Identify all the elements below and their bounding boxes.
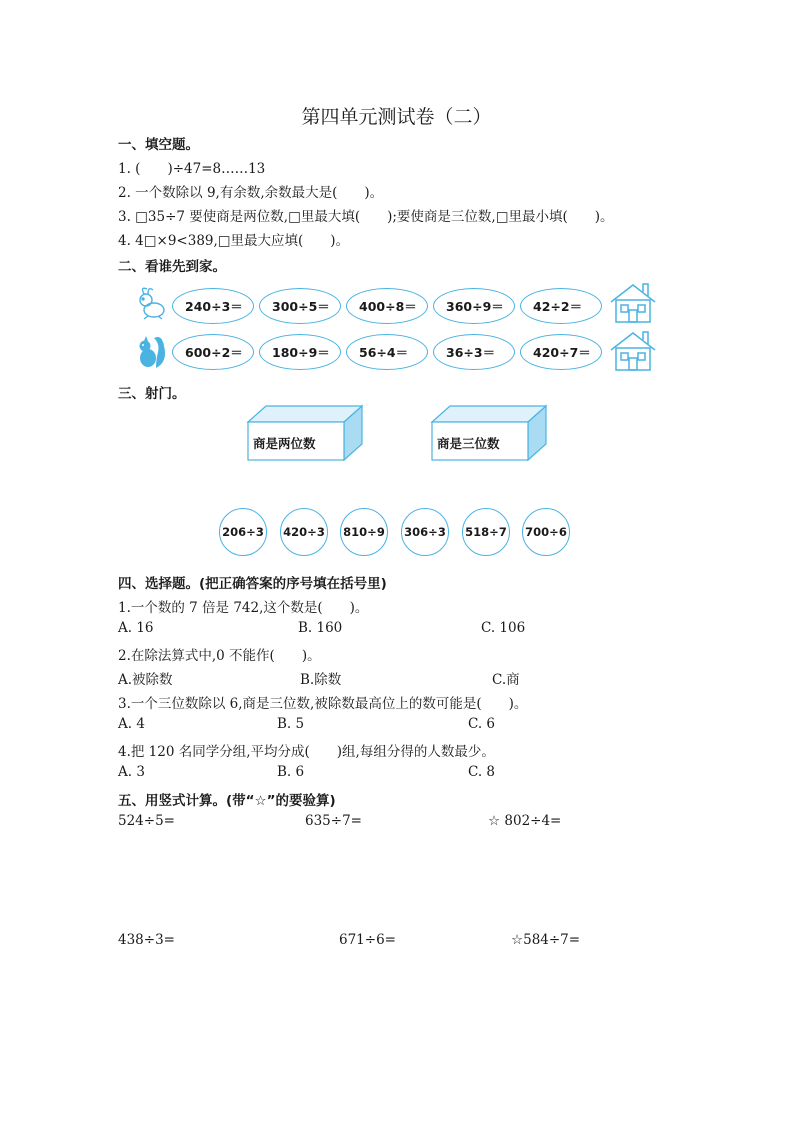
fill-blank-3: 3. □35÷7 要使商是两位数,□里最大填( );要使商是三位数,□里最小填( )。 [118,209,614,225]
oval-row1-4: 360÷9＝ [433,288,515,324]
fill-blank-1: 1. ( )÷47=8……13 [118,161,266,177]
ball-2: 420÷3 [280,508,328,556]
choice-3-a: A. 4 [118,716,145,732]
choice-question-4: 4.把 120 名同学分组,平均分成( )组,每组分得的人数最少。 [118,744,495,760]
squirrel-icon [134,332,170,372]
goal-label-two-digit: 商是两位数 [253,436,316,451]
choice-1-a: A. 16 [118,620,154,636]
ball-3: 810÷9 [340,508,388,556]
rabbit-icon [134,286,170,322]
calc-4: 438÷3= [118,932,175,948]
calc-6: ☆584÷7= [511,932,581,948]
choice-2-a: A.被除数 [118,672,173,688]
choice-1-c: C. 106 [481,620,526,636]
fill-blank-2: 2. 一个数除以 9,有余数,余数最大是( )。 [118,185,384,201]
oval-row2-3: 56÷4＝ [346,334,428,370]
ball-5: 518÷7 [462,508,510,556]
house-icon [608,280,658,324]
oval-row1-2: 300÷5＝ [259,288,341,324]
oval-row2-5: 420÷7＝ [520,334,602,370]
choice-question-2: 2.在除法算式中,0 不能作( )。 [118,648,321,664]
choice-3-b: B. 5 [277,716,305,732]
calc-5: 671÷6= [339,932,396,948]
ball-1: 206÷3 [219,508,267,556]
calc-2: 635÷7= [305,813,362,829]
section-4-heading: 四、选择题。(把正确答案的序号填在括号里) [118,576,387,592]
section-5-heading: 五、用竖式计算。(带“☆”的要验算) [118,793,336,809]
choice-3-c: C. 6 [468,716,496,732]
oval-row2-2: 180÷9＝ [259,334,341,370]
choice-4-a: A. 3 [118,764,145,780]
page-title: 第四单元测试卷（二） [301,106,492,128]
section-3-heading: 三、射门。 [118,386,186,402]
choice-question-1: 1.一个数的 7 倍是 742,这个数是( )。 [118,600,369,616]
section-1-heading: 一、填空题。 [118,137,199,153]
ball-4: 306÷3 [401,508,449,556]
calc-3: ☆ 802÷4= [488,813,562,829]
oval-row1-1: 240÷3＝ [172,288,254,324]
choice-4-c: C. 8 [468,764,496,780]
calc-1: 524÷5= [118,813,175,829]
section-2-heading: 二、看谁先到家。 [118,259,226,275]
choice-1-b: B. 160 [298,620,343,636]
choice-4-b: B. 6 [277,764,305,780]
fill-blank-4: 4. 4□×9<389,□里最大应填( )。 [118,233,350,249]
oval-row2-1: 600÷2＝ [172,334,254,370]
goal-label-three-digit: 商是三位数 [437,436,500,451]
oval-row1-3: 400÷8＝ [346,288,428,324]
choice-question-3: 3.一个三位数除以 6,商是三位数,被除数最高位上的数可能是( )。 [118,696,528,712]
house-icon [608,328,658,372]
ball-6: 700÷6 [522,508,570,556]
choice-2-b: B.除数 [300,672,342,688]
oval-row1-5: 42÷2＝ [520,288,602,324]
choice-2-c: C.商 [492,672,520,688]
oval-row2-4: 36÷3＝ [433,334,515,370]
